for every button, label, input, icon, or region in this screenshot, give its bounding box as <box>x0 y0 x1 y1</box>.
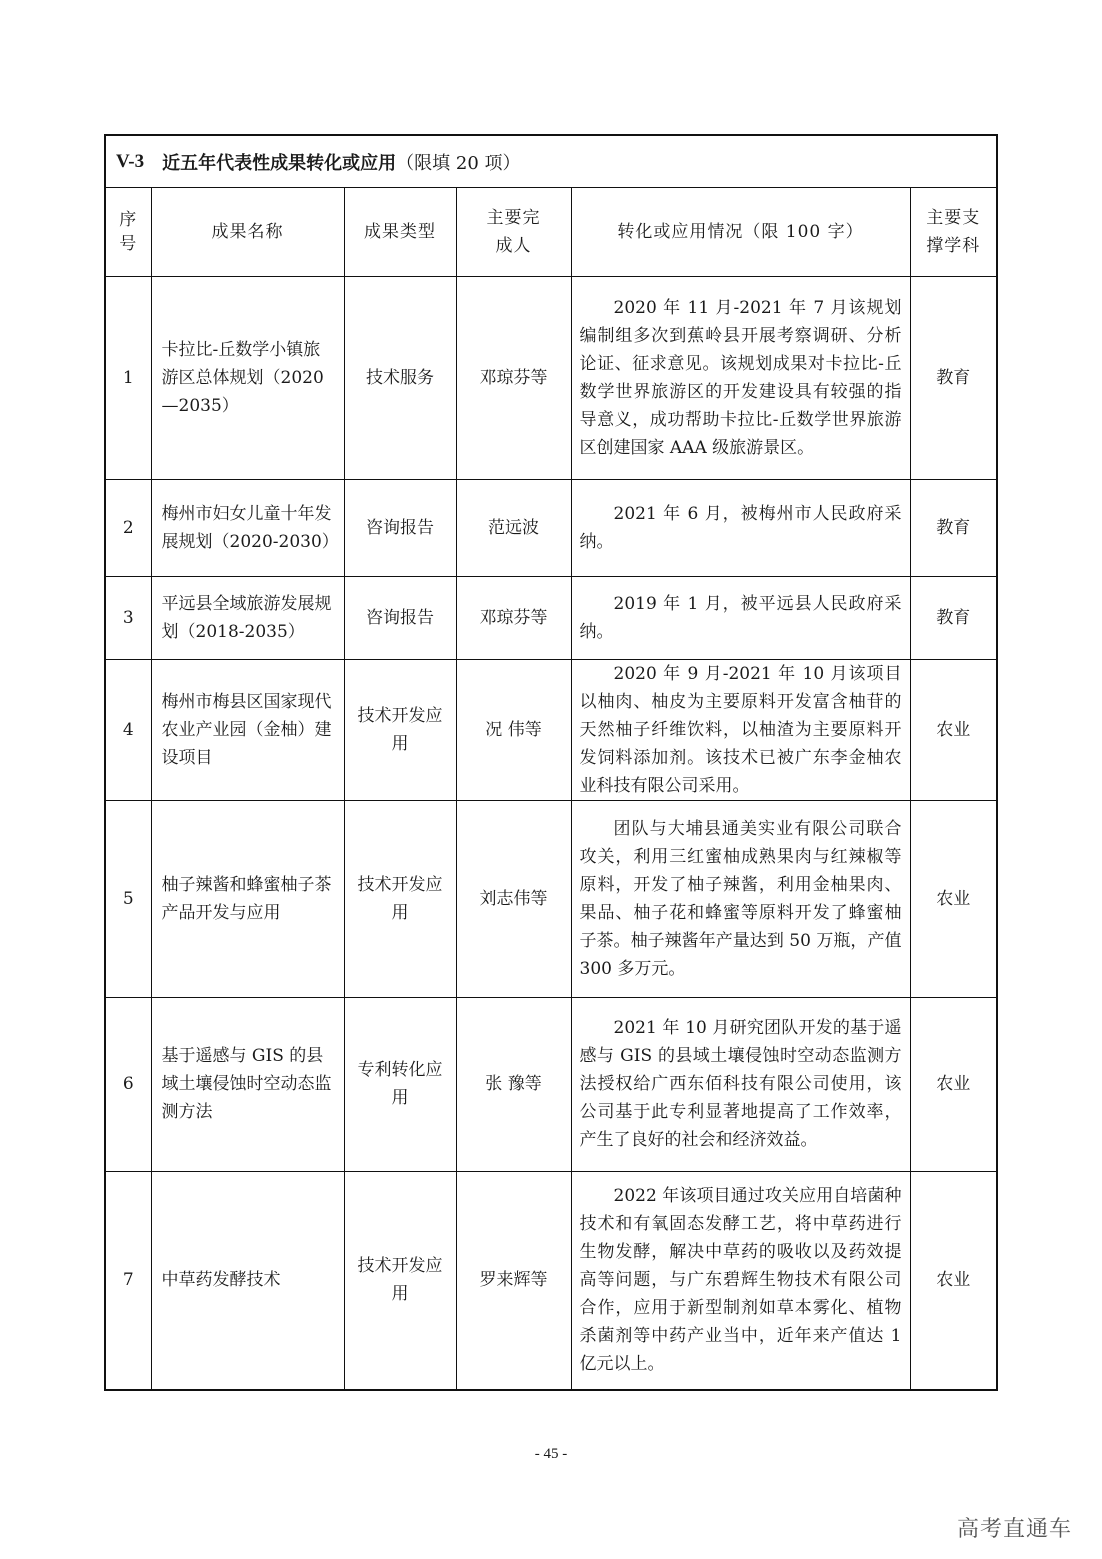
section-header <box>106 136 996 188</box>
row-name: 梅州市梅县区国家现代农业产业园（金柚）建设项目 <box>151 659 344 800</box>
row-index: 6 <box>106 997 151 1171</box>
row-usage: 2020 年 11 月-2021 年 7 月该规划编制组多次到蕉岭县开展考察调研、分析论证、征求意见。该规划成果对卡拉比-丘数学世界旅游区的开发建设具有较强的指导意义，成功帮助卡拉比-丘数学世界旅游区创建国家 AAA 级旅游景区。 <box>571 276 910 479</box>
row-usage: 团队与大埔县通美实业有限公司联合攻关，利用三红蜜柚成熟果肉与红辣椒等原料，开发了柚子辣酱，利用金柚果肉、果品、柚子花和蜂蜜等原料开发了蜂蜜柚子茶。柚子辣酱年产量达到 50 万瓶，产值 300 多万元。 <box>571 800 910 997</box>
section-limit: （限填 20 项） <box>396 152 521 174</box>
row-type: 技术开发应用 <box>344 659 456 800</box>
row-person: 范远波 <box>456 479 571 576</box>
table-row <box>106 659 996 800</box>
row-usage: 2021 年 10 月研究团队开发的基于遥感与 GIS 的县域土壤侵蚀时空动态监测方法授权给广西东佰科技有限公司使用，该公司基于此专利显著地提高了工作效率，产生了良好的社会和经济效益。 <box>571 997 910 1171</box>
row-usage: 2021 年 6 月，被梅州市人民政府采纳。 <box>571 479 910 576</box>
section-title: 近五年代表性成果转化或应用 <box>162 152 397 174</box>
table-row <box>106 479 996 576</box>
section-code: V-3 <box>116 150 145 172</box>
row-type: 咨询报告 <box>344 479 456 576</box>
header-usage: 转化或应用情况（限 100 字） <box>571 188 910 276</box>
row-person: 罗来辉等 <box>456 1171 571 1389</box>
row-name: 基于遥感与 GIS 的县域土壤侵蚀时空动态监测方法 <box>151 997 344 1171</box>
table-row <box>106 276 996 479</box>
row-discipline: 教育 <box>910 576 996 659</box>
achievement-table <box>106 188 996 1389</box>
table-row <box>106 997 996 1171</box>
row-index: 3 <box>106 576 151 659</box>
row-index: 2 <box>106 479 151 576</box>
row-name: 柚子辣酱和蜂蜜柚子茶产品开发与应用 <box>151 800 344 997</box>
row-type: 技术开发应用 <box>344 800 456 997</box>
row-person: 况 伟等 <box>456 659 571 800</box>
row-person: 刘志伟等 <box>456 800 571 997</box>
row-index: 5 <box>106 800 151 997</box>
row-discipline: 教育 <box>910 276 996 479</box>
row-type: 专利转化应用 <box>344 997 456 1171</box>
header-index: 序号 <box>106 188 151 276</box>
row-discipline: 农业 <box>910 659 996 800</box>
table-row <box>106 800 996 997</box>
row-usage: 2022 年该项目通过攻关应用自培菌种技术和有氧固态发酵工艺，将中草药进行生物发酵，解决中草药的吸收以及药效提高等问题，与广东碧辉生物技术有限公司合作，应用于新型制剂如草本雾化、植物杀菌剂等中药产业当中，近年来产值达 1 亿元以上。 <box>571 1171 910 1389</box>
row-person: 邓琼芬等 <box>456 576 571 659</box>
watermark: 高考直通车 <box>956 1517 1072 1542</box>
row-index: 7 <box>106 1171 151 1389</box>
page-number: - 45 - <box>534 1446 568 1462</box>
header-discipline: 主要支撑学科 <box>910 188 996 276</box>
row-discipline: 农业 <box>910 1171 996 1389</box>
row-usage: 2019 年 1 月，被平远县人民政府采纳。 <box>571 576 910 659</box>
table-row <box>106 1171 996 1389</box>
header-person: 主要完成人 <box>456 188 571 276</box>
table-header-row <box>106 188 996 276</box>
row-index: 4 <box>106 659 151 800</box>
table-row <box>106 576 996 659</box>
row-name: 卡拉比-丘数学小镇旅游区总体规划（2020—2035） <box>151 276 344 479</box>
row-name: 平远县全域旅游发展规划（2018-2035） <box>151 576 344 659</box>
header-type: 成果类型 <box>344 188 456 276</box>
header-name: 成果名称 <box>151 188 344 276</box>
row-type: 咨询报告 <box>344 576 456 659</box>
row-discipline: 教育 <box>910 479 996 576</box>
row-discipline: 农业 <box>910 997 996 1171</box>
row-type: 技术开发应用 <box>344 1171 456 1389</box>
row-index: 1 <box>106 276 151 479</box>
achievement-table-frame <box>104 134 998 1391</box>
row-name: 梅州市妇女儿童十年发展规划（2020-2030） <box>151 479 344 576</box>
row-usage: 2020 年 9 月-2021 年 10 月该项目以柚肉、柚皮为主要原料开发富含柚苷的天然柚子纤维饮料，以柚渣为主要原料开发饲料添加剂。该技术已被广东李金柚农业科技有限公司采用。 <box>571 659 910 800</box>
row-person: 张 豫等 <box>456 997 571 1171</box>
row-person: 邓琼芬等 <box>456 276 571 479</box>
row-type: 技术服务 <box>344 276 456 479</box>
row-discipline: 农业 <box>910 800 996 997</box>
row-name: 中草药发酵技术 <box>151 1171 344 1389</box>
